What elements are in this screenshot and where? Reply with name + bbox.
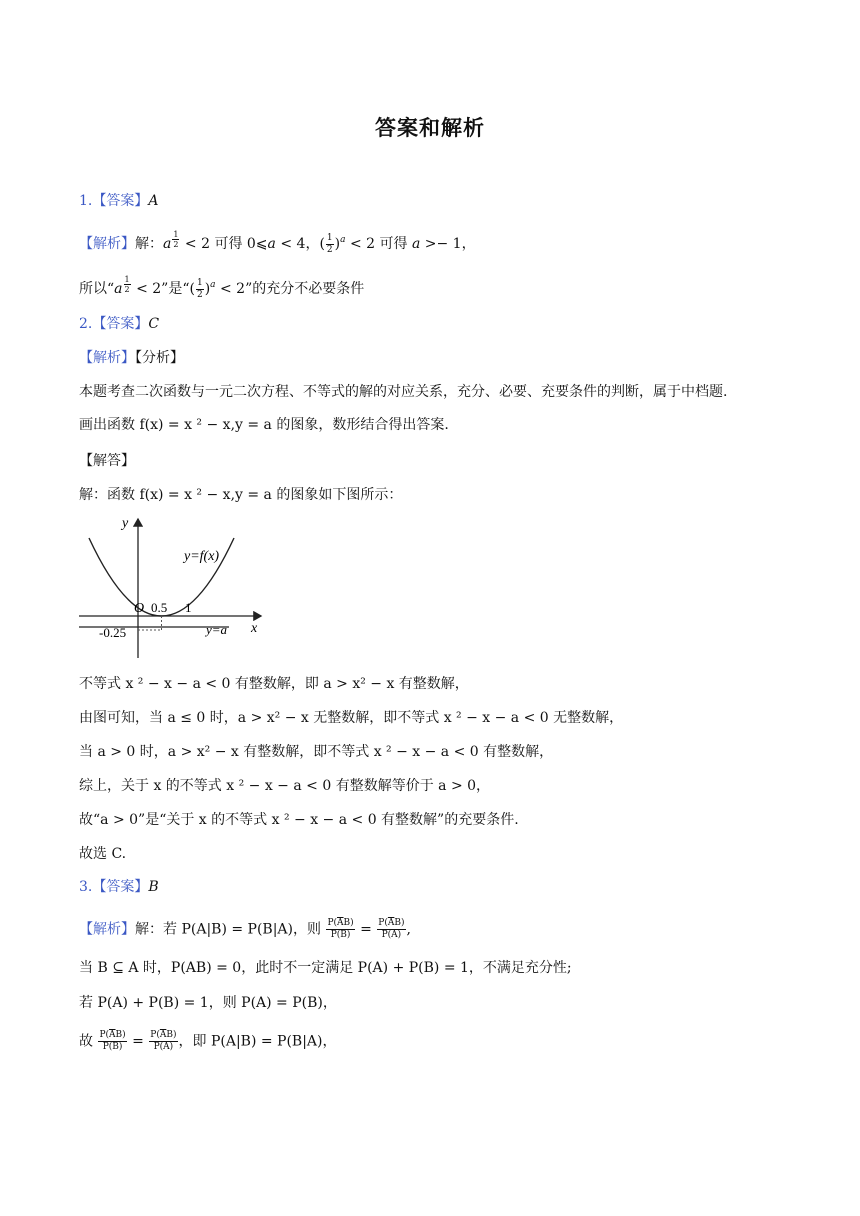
q1-text: < 2”的充分不必要条件 [219, 281, 365, 297]
q2-paragraph-9: 故选 C. [79, 846, 127, 862]
tick-label-half: 0.5 [151, 600, 168, 615]
x-axis-label: x [251, 621, 258, 636]
origin-label: O [134, 601, 145, 616]
q3-line-3: 若 P(A) + P(B) = 1，则 P(A) = P(B)， [79, 995, 337, 1011]
q1-text: < 2”是“ [136, 281, 190, 297]
q3-line-4-b: ，即 P(A|B) = P(B|A)， [178, 1033, 337, 1050]
q2-answer-line [79, 314, 159, 334]
q3-line-4-a: 故 [79, 1033, 93, 1050]
q2-paragraph-4: 不等式 x ² − x − a < 0 有整数解，即 a > x² − x 有整数解， [79, 676, 469, 692]
tick-label-one: 1 [185, 600, 192, 615]
y-axis-label: y [122, 516, 129, 531]
q1-text: >− 1， [424, 236, 476, 252]
q2-paragraph-8: 故“a > 0”是“关于 x 的不等式 x ² − x − a < 0 有整数解”的充要条件. [79, 812, 519, 828]
function-graph [79, 513, 269, 658]
q1-analysis-tag: 【解析】 [79, 236, 135, 252]
q3-number: 3. [79, 879, 93, 895]
q2-answer-tag: 【答案】 [92, 316, 149, 332]
q2-number: 2. [79, 316, 93, 332]
q3-line-1: 解：若 P(A|B) = P(B|A)，则 [135, 921, 321, 938]
q1-answer: A [148, 193, 159, 209]
q2-paragraph-2: 画出函数 f(x) = x ² − x,y = a 的图象，数形结合得出答案. [79, 417, 449, 433]
q3-analysis-line: 【解析】解：若 P(A|B) = P(B|A)，则 $\frac{P(\overline{A}B)}{P(B)}$ = $\frac{P(\overline{A}B)}{P(\overline{A})}$ , [79, 918, 411, 940]
q2-paragraph-5: 由图可知，当 a ≤ 0 时，a > x² − x 无整数解，即不等式 x ² − x − a < 0 无整数解， [79, 710, 624, 726]
q1-number: 1. [79, 193, 93, 209]
q1-text: < 2 可得 0⩽ [184, 236, 268, 252]
q1-text: 解： [135, 236, 163, 252]
q2-jieda: 【解答】 [79, 453, 135, 469]
q2-paragraph-1: 本题考查二次函数与一元二次方程、不等式的解的对应关系，充分、必要、充要条件的判断，属于中档题. [79, 384, 728, 400]
neg-label: -0.25 [99, 625, 127, 640]
curve-label: y=f(x) [184, 549, 220, 564]
q2-paragraph-6: 当 a > 0 时，a > x² − x 有整数解，即不等式 x ² − x − a < 0 有整数解， [79, 744, 554, 760]
q3-answer-tag: 【答案】 [92, 879, 149, 895]
q3-line-4: 故 $\frac{P(\overline{A}B)}{P(B)}$ = $\frac{P(\overline{A}B)}{P(\overline{A})}$ ，即 P(A|B) = P(B|A)， [79, 1030, 337, 1052]
q1-answer-line [79, 191, 158, 211]
q2-paragraph-7: 综上，关于 x 的不等式 x ² − x − a < 0 有整数解等价于 a > 0， [79, 778, 491, 794]
q1-answer-tag: 【答案】 [92, 193, 149, 209]
q1-text: 所以“ [79, 281, 115, 297]
q1-text: < 2 可得 [349, 236, 412, 252]
q2-paragraph-3: 解：函数 f(x) = x ² − x,y = a 的图象如下图所示： [79, 487, 403, 503]
q2-analysis-line [79, 348, 184, 368]
q2-analysis-tag: 【解析】 [79, 350, 135, 366]
q1-analysis-line: 【解析】解：a $^{\frac{1}{2}}$ < 2 可得 0⩽a < 4，( $\frac{1}{2}$ )$^a$ < 2 可得 a >− 1， [79, 230, 476, 255]
q3-line-2: 当 B ⊆ A 时，P(AB) = 0，此时不一定满足 P(A) + P(B) = 1，不满足充分性; [79, 960, 572, 976]
q3-analysis-tag: 【解析】 [79, 921, 135, 938]
q3-answer: B [148, 879, 159, 895]
q1-conclusion-line: 所以“a $^{\frac{1}{2}}$ < 2”是“( $\frac{1}{2}$ )$^a$ < 2”的充分不必要条件 [79, 275, 365, 300]
line-label: y=a [206, 622, 228, 637]
q3-answer-line [79, 877, 159, 897]
q1-text: < 4， [280, 236, 320, 252]
q2-answer: C [148, 316, 160, 332]
q2-fenxi: 【分析】 [135, 350, 184, 366]
page-title: 答案和解析 [375, 116, 485, 140]
